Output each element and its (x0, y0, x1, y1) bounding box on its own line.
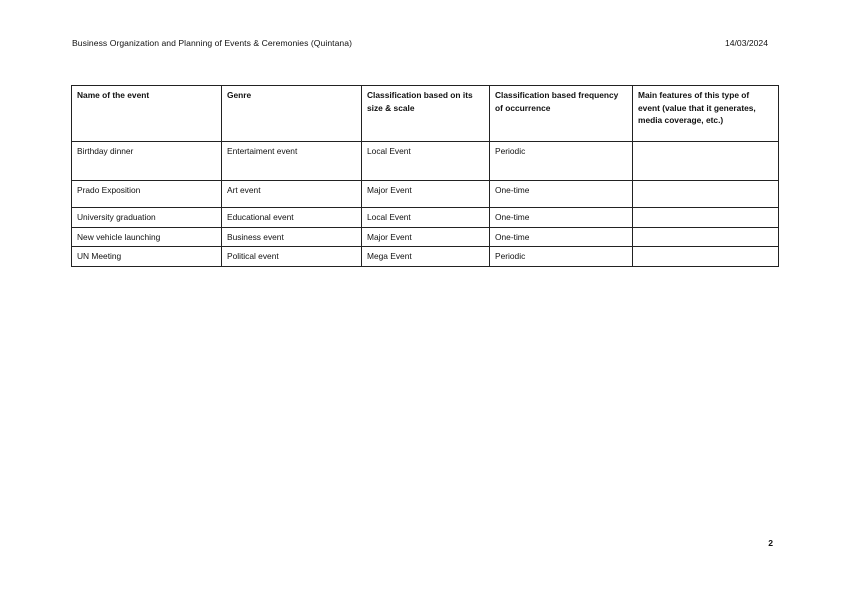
table-header-row (72, 86, 779, 142)
cell-genre: Art event (222, 181, 362, 208)
cell-main-features (633, 142, 779, 181)
column-header-size-scale: Classification based on its size & scale (362, 86, 490, 142)
cell-size-scale: Local Event (362, 208, 490, 228)
column-header-frequency: Classification based frequency of occurrence (490, 86, 633, 142)
table-row (72, 227, 779, 247)
table-row (72, 181, 779, 208)
cell-size-scale: Mega Event (362, 247, 490, 267)
table-row (72, 142, 779, 181)
cell-event-name: UN Meeting (72, 247, 222, 267)
document-header-date: 14/03/2024 (724, 38, 768, 48)
cell-genre: Entertaiment event (222, 142, 362, 181)
cell-frequency: Periodic (490, 142, 633, 181)
cell-frequency: One-time (490, 208, 633, 228)
cell-main-features (633, 227, 779, 247)
cell-size-scale: Major Event (362, 227, 490, 247)
cell-size-scale: Local Event (362, 142, 490, 181)
table-row (72, 247, 779, 267)
cell-genre: Educational event (222, 208, 362, 228)
cell-event-name: Prado Exposition (72, 181, 222, 208)
cell-genre: Business event (222, 227, 362, 247)
table-row (72, 208, 779, 228)
cell-main-features (633, 247, 779, 267)
events-table (71, 85, 779, 267)
cell-event-name: Birthday dinner (72, 142, 222, 181)
cell-genre: Political event (222, 247, 362, 267)
cell-event-name: University graduation (72, 208, 222, 228)
cell-size-scale: Major Event (362, 181, 490, 208)
document-header-title: Business Organization and Planning of Events & Ceremonies (Quintana) (72, 38, 352, 48)
cell-main-features (633, 208, 779, 228)
cell-frequency: One-time (490, 227, 633, 247)
column-header-name: Name of the event (72, 86, 222, 142)
column-header-main-features: Main features of this type of event (value that it generates, media coverage, etc.) (633, 86, 779, 142)
cell-frequency: One-time (490, 181, 633, 208)
cell-main-features (633, 181, 779, 208)
cell-frequency: Periodic (490, 247, 633, 267)
cell-event-name: New vehicle launching (72, 227, 222, 247)
page-number: 2 (768, 538, 773, 548)
column-header-genre: Genre (222, 86, 362, 142)
